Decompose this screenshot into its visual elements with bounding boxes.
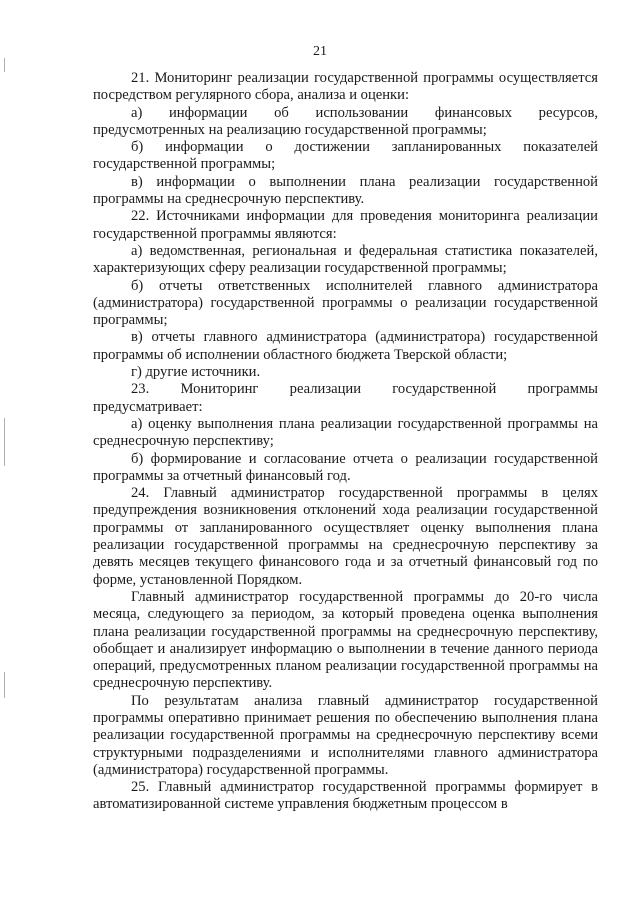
paragraph-23-intro: 23. Мониторинг реализации государственной программы предусматривает:	[93, 381, 598, 415]
paragraph-21-intro: 21. Мониторинг реализации государственной программы осуществляется посредством регулярного сбора, анализа и оценки:	[93, 70, 598, 104]
paragraph-21-b: б) информации о достижении запланированных показателей государственной программы;	[93, 139, 598, 173]
paragraph-23-b: б) формирование и согласование отчета о реализации государственной программы за отчетный финансовый год.	[93, 450, 598, 484]
paragraph-22-g: г) другие источники.	[131, 364, 261, 381]
paragraph-22-intro: 22. Источниками информации для проведения мониторинга реализации государственной программы являются:	[93, 208, 598, 242]
paragraph-25: 25. Главный администратор государственной программы формирует в автоматизированной системе управления бюджетным процессом в	[93, 779, 598, 813]
paragraph-21-v: в) информации о выполнении плана реализации государственной программы на среднесрочную перспективу.	[93, 173, 598, 208]
paragraph-22-a: а) ведомственная, региональная и федеральная статистика показателей, характеризующих сферу реализации государственной программы;	[93, 242, 598, 277]
margin-scan-mark	[4, 672, 5, 698]
paragraph-22-v: в) отчеты главного администратора (администратора) государственной программы об исполнении областного бюджета Тверской области;	[93, 329, 598, 363]
margin-scan-mark	[4, 418, 5, 466]
page-number: 21	[313, 44, 327, 59]
paragraph-24-deadline: Главный администратор государственной программы до 20-го числа месяца, следующего за периодом, за который проведена оценка выполнения плана реализации государственной программы на среднесрочную перспективу, обобщает и анализирует информацию о выполнении в течение данного периода операций, предусмотренных планом реализации государственной программы на среднесрочную перспективу.	[93, 588, 598, 692]
paragraph-23-a: а) оценку выполнения плана реализации государственной программы на среднесрочную перспективу;	[93, 415, 598, 450]
paragraph-24-results: По результатам анализа главный администратор государственной программы оперативно принимает решения по обеспечению выполнения плана реализации государственной программы на среднесрочную перспективу всеми структурными подразделениями и исполнителями главного администратора (администратора) государственной программы.	[93, 692, 598, 778]
margin-scan-mark	[4, 58, 5, 72]
paragraph-21-a: а) информации об использовании финансовых ресурсов, предусмотренных на реализацию государственной программы;	[93, 104, 598, 138]
paragraph-24: 24. Главный администратор государственной программы в целях предупреждения возникновения отклонений хода реализации государственной программы от запланированного осуществляет оценку выполнения плана реализации государственной программы на среднесрочную перспективу за девять месяцев текущего финансового года и за отчетный финансовый год по форме, установленной Порядком.	[93, 485, 598, 588]
paragraph-22-b: б) отчеты ответственных исполнителей главного администратора (администратора) государственной программы о реализации государственной программы;	[93, 277, 598, 329]
document-body	[93, 70, 598, 814]
